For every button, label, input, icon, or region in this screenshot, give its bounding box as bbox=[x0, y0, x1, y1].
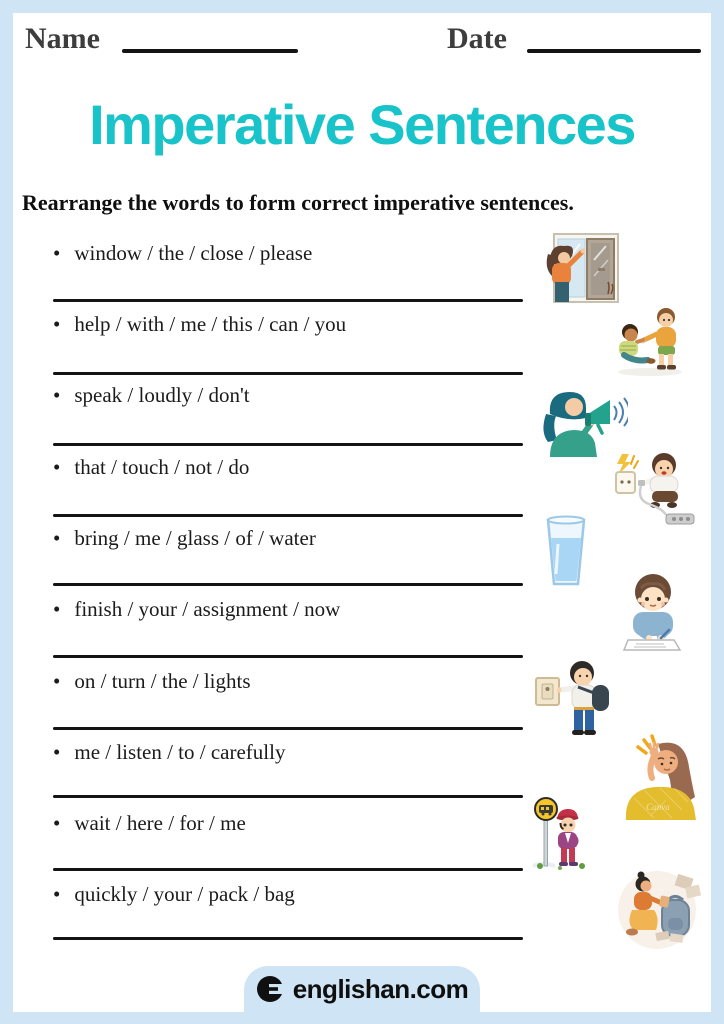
worksheet-item bbox=[53, 668, 523, 694]
answer-line[interactable] bbox=[53, 372, 523, 375]
bullet-icon: • bbox=[53, 312, 61, 336]
answer-line[interactable] bbox=[53, 583, 523, 586]
worksheet-item bbox=[53, 881, 523, 907]
worksheet-paper bbox=[13, 13, 711, 1012]
answer-line[interactable] bbox=[53, 443, 523, 446]
bullet-icon: • bbox=[53, 669, 61, 693]
worksheet-item bbox=[53, 739, 523, 765]
megaphone-illustration bbox=[536, 384, 628, 458]
bullet-icon: • bbox=[53, 526, 61, 550]
answer-line[interactable] bbox=[53, 868, 523, 871]
pack-bag-illustration bbox=[610, 866, 704, 950]
englishan-logo-icon bbox=[256, 975, 284, 1003]
item-words: that / touch / not / do bbox=[74, 455, 250, 479]
answer-line[interactable] bbox=[53, 514, 523, 517]
close-window-illustration bbox=[542, 232, 620, 306]
answer-line[interactable] bbox=[53, 727, 523, 730]
date-blank-line[interactable] bbox=[527, 49, 701, 53]
worksheet-item bbox=[53, 311, 523, 337]
item-words: wait / here / for / me bbox=[74, 811, 246, 835]
bus-stop-illustration bbox=[529, 796, 591, 874]
bullet-icon: • bbox=[53, 882, 61, 906]
help-friend-illustration bbox=[604, 302, 692, 384]
worksheet-item bbox=[53, 596, 523, 622]
item-words: window / the / close / please bbox=[74, 241, 313, 265]
footer-brand-pill bbox=[244, 966, 480, 1012]
listen-carefully-illustration bbox=[614, 726, 700, 820]
dont-touch-socket-illustration bbox=[608, 450, 700, 528]
worksheet-item bbox=[53, 810, 523, 836]
item-words: on / turn / the / lights bbox=[74, 669, 251, 693]
worksheet-item bbox=[53, 454, 523, 480]
worksheet-item bbox=[53, 382, 523, 408]
bullet-icon: • bbox=[53, 811, 61, 835]
bullet-icon: • bbox=[53, 597, 61, 621]
item-words: speak / loudly / don't bbox=[74, 383, 250, 407]
page-title: Imperative Sentences bbox=[89, 93, 635, 156]
glass-of-water-illustration bbox=[542, 512, 590, 588]
answer-line[interactable] bbox=[53, 795, 523, 798]
instruction-text: Rearrange the words to form correct imperative sentences. bbox=[22, 190, 574, 215]
bullet-icon: • bbox=[53, 383, 61, 407]
bullet-icon: • bbox=[53, 740, 61, 764]
name-blank-line[interactable] bbox=[122, 49, 298, 53]
bullet-icon: • bbox=[53, 455, 61, 479]
worksheet-item bbox=[53, 525, 523, 551]
footer-site-name: englishan.com bbox=[292, 973, 469, 1004]
item-words: help / with / me / this / can / you bbox=[74, 312, 347, 336]
item-words: quickly / your / pack / bag bbox=[74, 882, 295, 906]
bullet-icon: • bbox=[53, 241, 61, 265]
answer-line[interactable] bbox=[53, 299, 523, 302]
answer-line[interactable] bbox=[53, 937, 523, 940]
item-words: me / listen / to / carefully bbox=[74, 740, 286, 764]
name-label: Name bbox=[25, 22, 100, 55]
canva-watermark: Canva bbox=[646, 802, 670, 812]
item-words: bring / me / glass / of / water bbox=[74, 526, 316, 550]
answer-line[interactable] bbox=[53, 655, 523, 658]
light-switch-illustration bbox=[532, 652, 618, 738]
worksheet-item bbox=[53, 240, 523, 266]
writing-assignment-illustration bbox=[616, 572, 690, 654]
date-label: Date bbox=[447, 22, 507, 55]
item-words: finish / your / assignment / now bbox=[74, 597, 341, 621]
